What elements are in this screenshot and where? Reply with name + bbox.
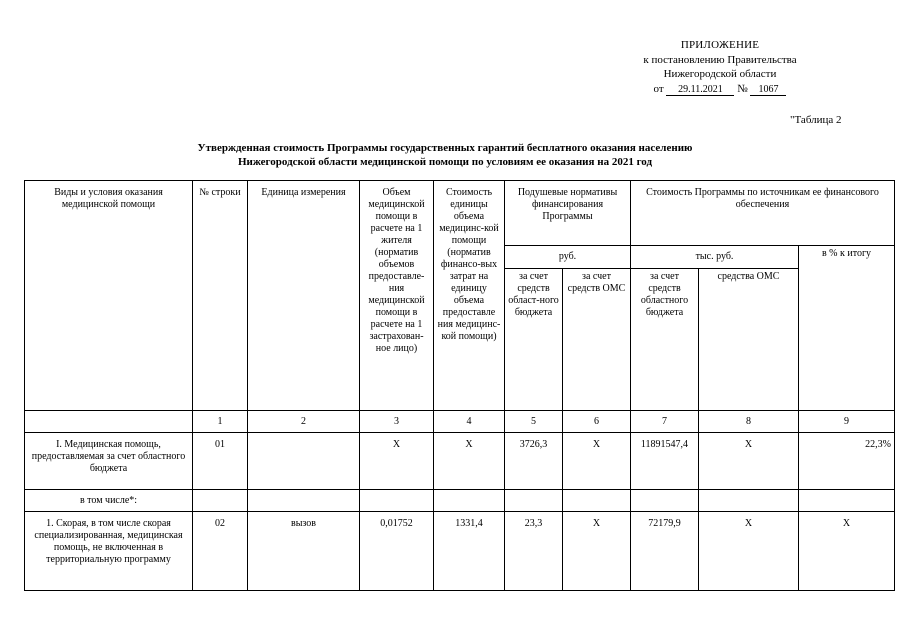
row-total-budget: 11891547,4 [631, 433, 699, 490]
row-total-oms: Х [699, 433, 799, 490]
row-unit-cost [434, 490, 505, 512]
header-pc-oms: за счет средств ОМС [563, 269, 631, 411]
header-types: Виды и условия оказания медицинской помощи [25, 181, 193, 411]
row-unit [248, 433, 360, 490]
row-number: 01 [193, 433, 248, 490]
row-pc-oms: Х [563, 433, 631, 490]
row-volume: 0,01752 [360, 512, 434, 591]
table-row [25, 490, 895, 512]
header-row-no: № строки [193, 181, 248, 411]
row-percent: Х [799, 512, 895, 591]
row-name: I. Медицинская помощь, предоставляемая за счет областного бюджета [25, 433, 193, 490]
header-volume: Объем медицинской помощи в расчете на 1 жителя (норматив объемов предоставле-ния медицинской помощи в расчете на 1 застрахован-ное лицо) [360, 181, 434, 411]
column-number: 4 [434, 411, 505, 433]
row-number [193, 490, 248, 512]
column-number: 6 [563, 411, 631, 433]
row-total-oms: Х [699, 512, 799, 591]
appendix-title: ПРИЛОЖЕНИЕ [680, 39, 760, 51]
column-number: 3 [360, 411, 434, 433]
decree-number: 1067 [750, 84, 786, 96]
cost-table [24, 180, 895, 591]
header-unit-cost: Стоимость единицы объема медицинс-кой помощи (норматив финансо-вых затрат на единицу объема предоставле ния медицинс-кой помощи) [434, 181, 505, 411]
row-percent: 22,3% [799, 433, 895, 490]
row-pc-oms [563, 490, 631, 512]
table-row [25, 512, 895, 591]
decree-date: 29.11.2021 [666, 84, 734, 96]
row-unit-cost: Х [434, 433, 505, 490]
row-total-budget [631, 490, 699, 512]
column-number: 5 [505, 411, 563, 433]
row-number: 02 [193, 512, 248, 591]
header-percent-total: в % к итогу [799, 246, 895, 411]
column-number: 7 [631, 411, 699, 433]
header-rub: руб. [505, 246, 631, 269]
header-total-regional-budget: за счет средств областного бюджета [631, 269, 699, 411]
appendix-block [600, 38, 840, 96]
row-volume: Х [360, 433, 434, 490]
row-pc-budget [505, 490, 563, 512]
row-pc-budget: 3726,3 [505, 433, 563, 490]
row-name: в том числе*: [25, 490, 193, 512]
column-number: 1 [193, 411, 248, 433]
number-label: № [737, 82, 748, 95]
row-pc-oms: Х [563, 512, 631, 591]
header-total-oms: средства ОМС [699, 269, 799, 411]
header-thous-rub: тыс. руб. [631, 246, 799, 269]
table-row [25, 433, 895, 490]
table-label: "Таблица 2 [790, 114, 842, 126]
column-number: 8 [699, 411, 799, 433]
document-title [100, 141, 790, 169]
row-unit: вызов [248, 512, 360, 591]
appendix-line-1: к постановлению Правительства [643, 53, 797, 66]
row-percent [799, 490, 895, 512]
title-line-2: Нижегородской области медицинской помощи по условиям ее оказания на 2021 год [237, 156, 653, 168]
header-per-capita: Подушевые нормативы финансирования Программы [505, 181, 631, 246]
column-number-blank [25, 411, 193, 433]
from-label: от [653, 82, 664, 95]
row-unit-cost: 1331,4 [434, 512, 505, 591]
header-program-cost: Стоимость Программы по источникам ее финансового обеспечения [631, 181, 895, 246]
column-numbers-row [25, 411, 895, 433]
row-unit [248, 490, 360, 512]
row-total-budget: 72179,9 [631, 512, 699, 591]
row-volume [360, 490, 434, 512]
appendix-line-2: Нижегородской области [663, 68, 777, 80]
title-line-1: Утвержденная стоимость Программы государственных гарантий бесплатного оказания населению [197, 142, 693, 154]
row-total-oms [699, 490, 799, 512]
row-pc-budget: 23,3 [505, 512, 563, 591]
header-unit: Единица измерения [248, 181, 360, 411]
header-pc-regional-budget: за счет средств област-ного бюджета [505, 269, 563, 411]
appendix-date-line [600, 82, 840, 97]
column-number: 2 [248, 411, 360, 433]
column-number: 9 [799, 411, 895, 433]
row-name: 1. Скорая, в том числе скорая специализированная, медицинская помощь, не включенная в территориальную программу [25, 512, 193, 591]
